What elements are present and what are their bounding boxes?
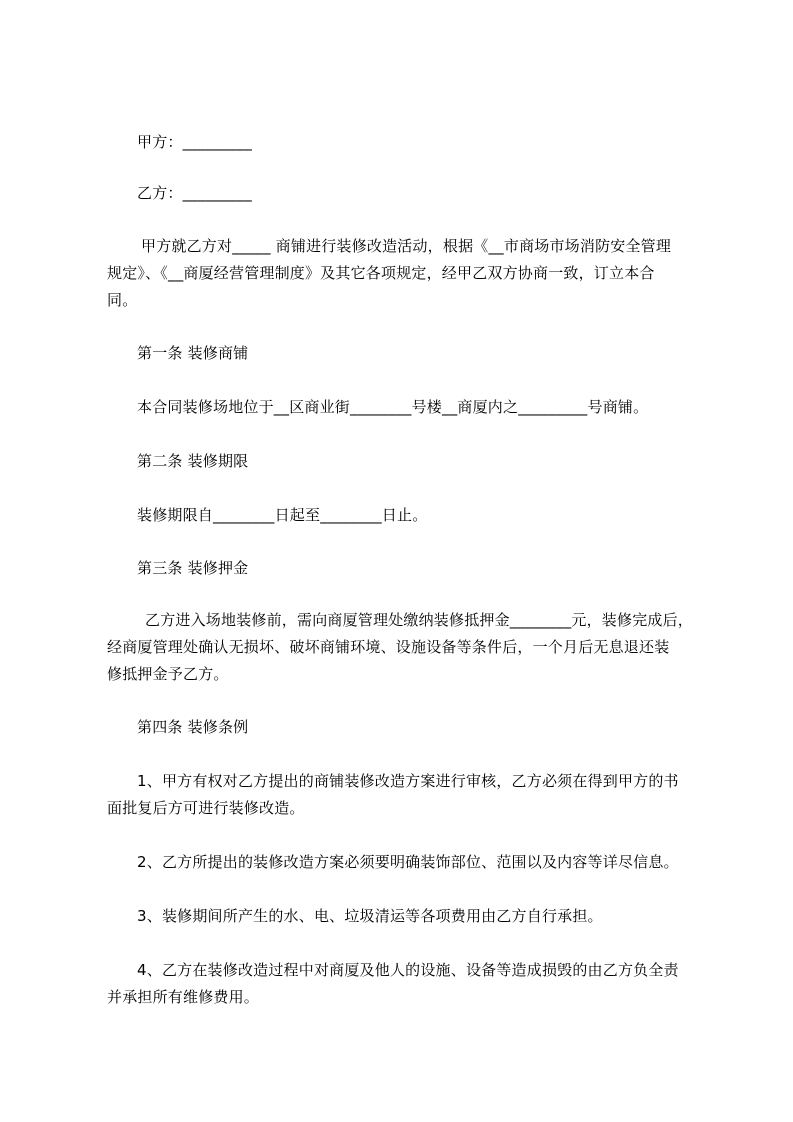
- clause-3: 3、装修期间所产生的水、电、垃圾清运等各项费用由乙方自行承担。: [137, 907, 603, 925]
- article-3-line-3: 修抵押金予乙方。: [107, 665, 229, 683]
- party-b-line: 乙方：_________: [137, 184, 252, 202]
- party-a-line: 甲方：_________: [137, 133, 252, 151]
- clause-2: 2、乙方所提出的装修改造方案必须要明确装饰部位、范围以及内容等详尽信息。: [137, 853, 679, 871]
- article-2-title: 第二条 装修期限: [137, 452, 249, 470]
- clause-1-line-2: 面批复后方可进行装修改造。: [107, 799, 305, 817]
- article-1-title: 第一条 装修商铺: [137, 344, 249, 362]
- intro-line-1: 甲方就乙方对_____ 商铺进行装修改造活动，根据《__市商场市场消防安全管理: [141, 237, 672, 255]
- clause-4-line-2: 并承担所有维修费用。: [107, 988, 260, 1006]
- article-3-line-1: 乙方进入场地装修前，需向商厦管理处缴纳装修抵押金________元，装修完成后，: [145, 611, 694, 629]
- intro-line-2: 规定》、《__商厦经营管理制度》及其它各项规定，经甲乙双方协商一致，订立本合: [107, 264, 655, 282]
- intro-line-3: 同。: [107, 291, 138, 309]
- clause-1-line-1: 1、甲方有权对乙方提出的商铺装修改造方案进行审核，乙方必须在得到甲方的书: [137, 772, 679, 790]
- article-4-title: 第四条 装修条例: [137, 718, 249, 736]
- article-3-line-2: 经商厦管理处确认无损坏、破坏商铺环境、设施设备等条件后，一个月后无息退还装: [107, 638, 670, 656]
- article-1-body: 本合同装修场地位于__区商业街________号楼__商厦内之_________号商铺。: [137, 398, 649, 416]
- clause-4-line-1: 4、乙方在装修改造过程中对商厦及他人的设施、设备等造成损毁的由乙方负全责: [137, 961, 679, 979]
- article-2-body: 装修期限自________日起至________日止。: [137, 506, 428, 524]
- article-3-title: 第三条 装修押金: [137, 559, 249, 577]
